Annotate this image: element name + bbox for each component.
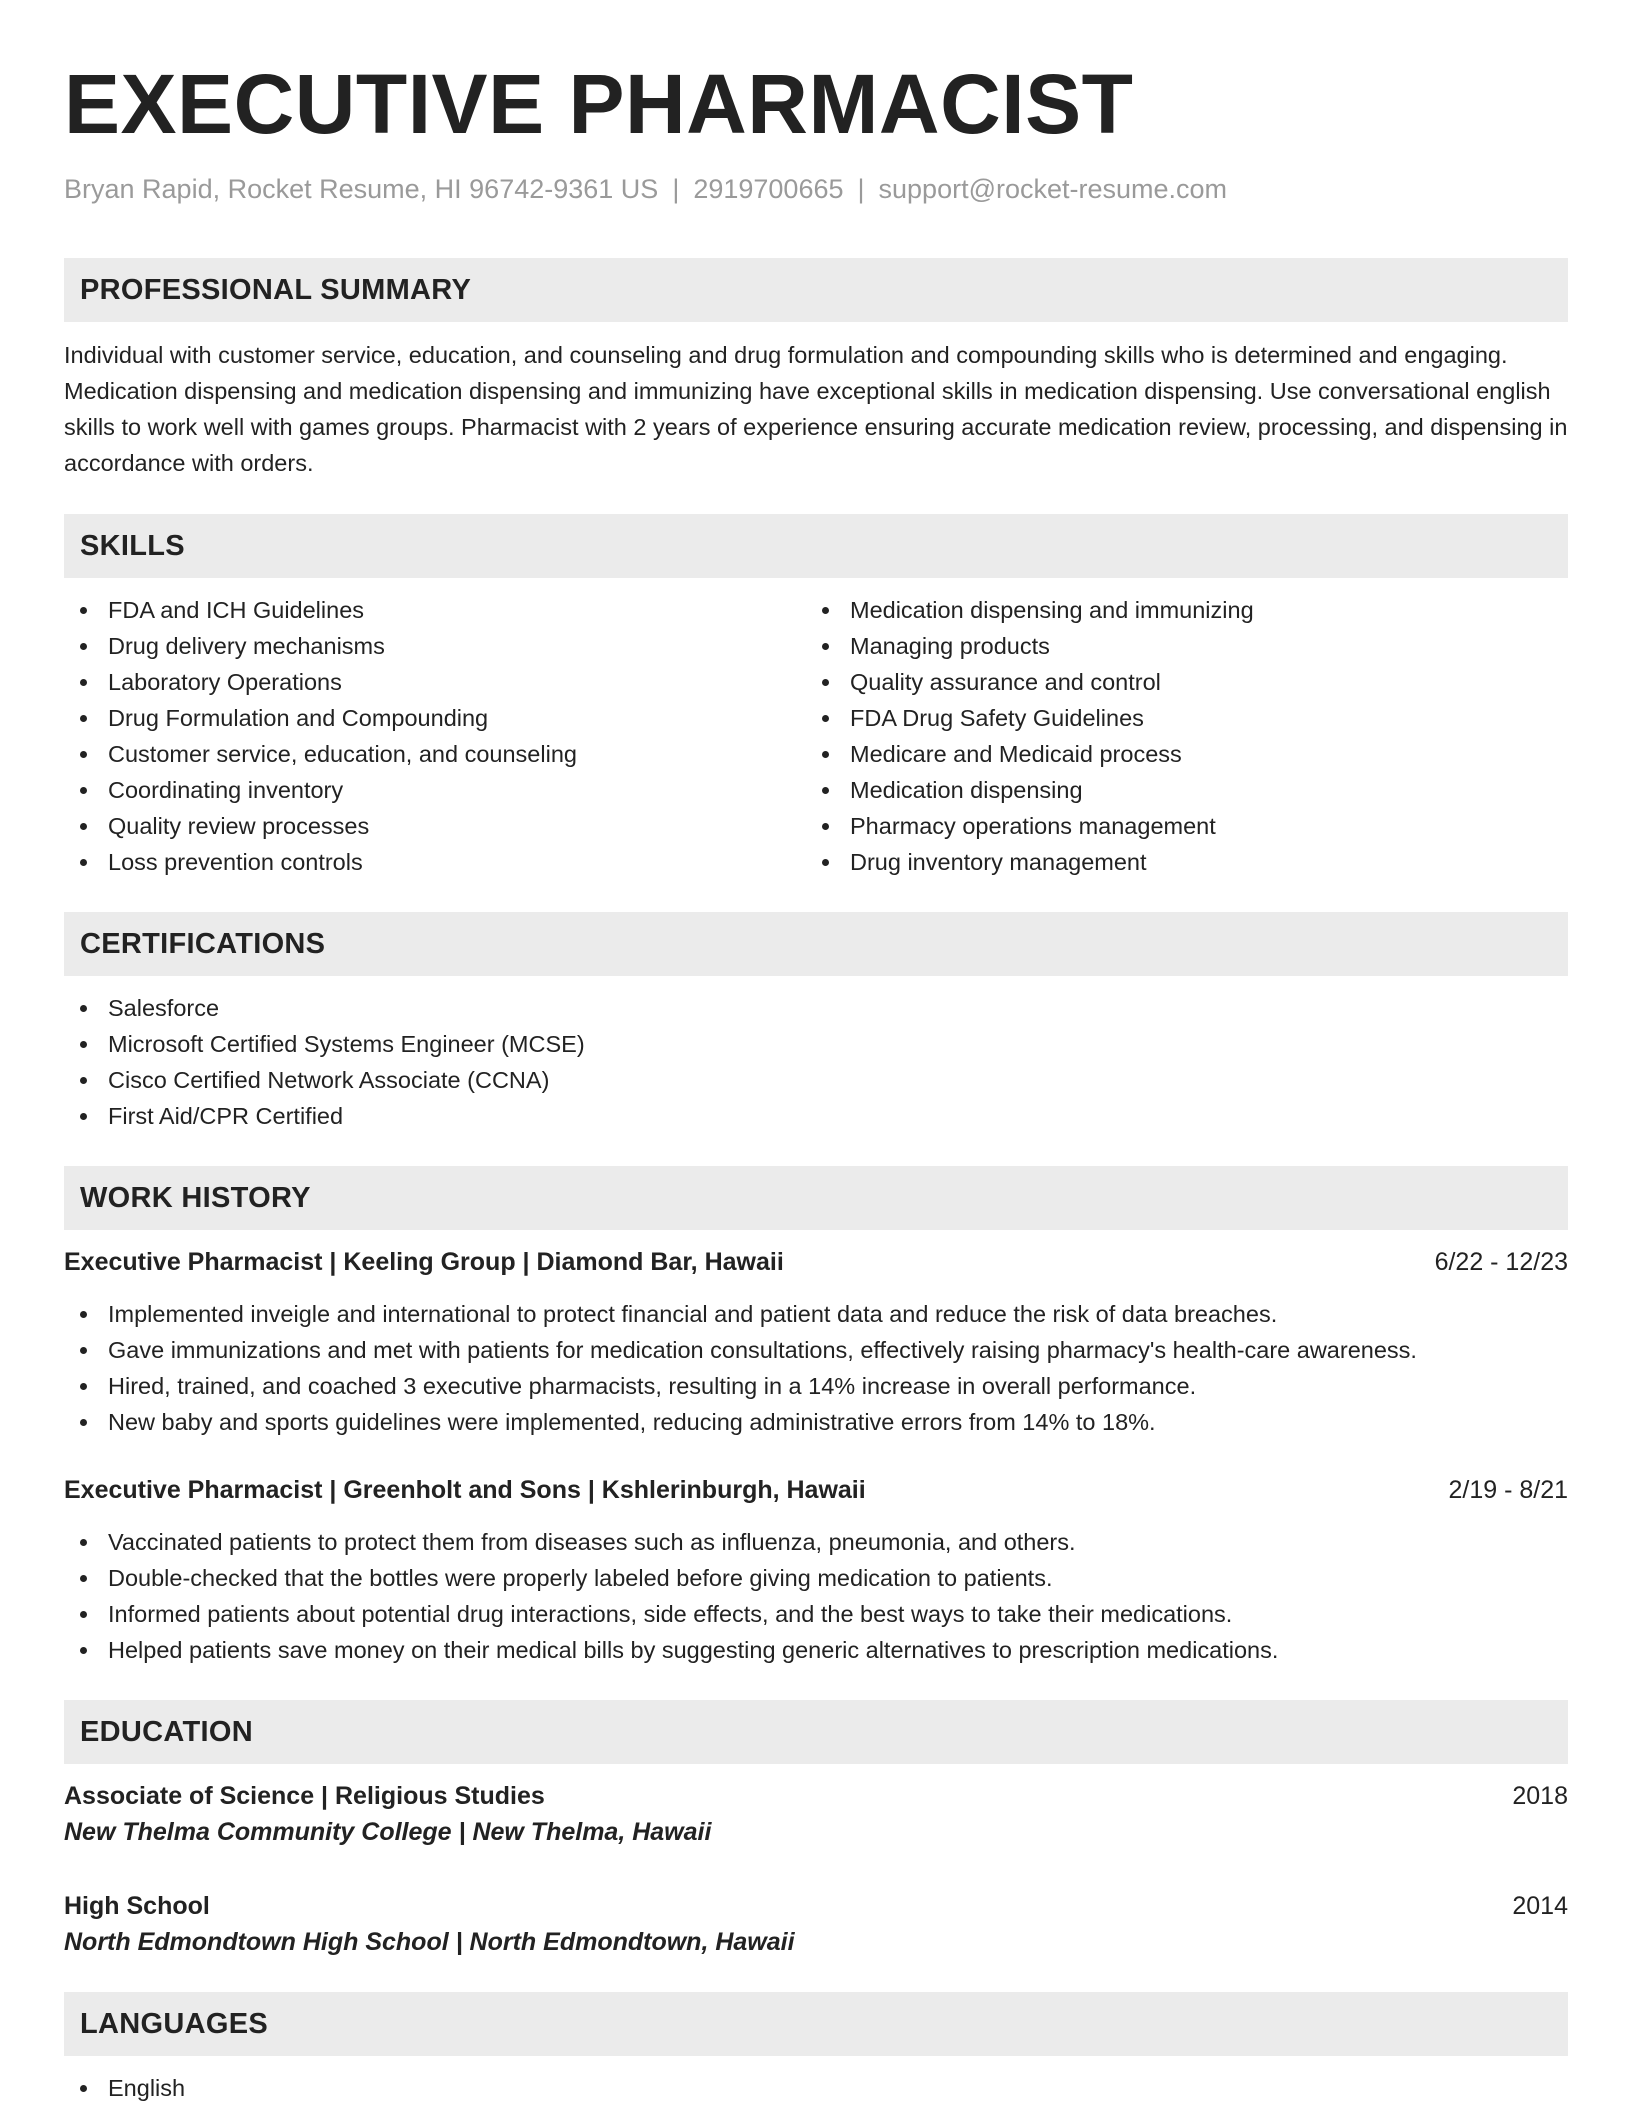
contact-separator: | [672,174,680,204]
skill-item: Drug delivery mechanisms [64,628,806,664]
job-entry [64,1472,1568,1668]
contact-phone[interactable]: 2919700665 [693,174,844,204]
section-header-education: EDUCATION [64,1700,1568,1764]
skill-item: Coordinating inventory [64,772,806,808]
job-bullet: Gave immunizations and met with patients for medication consultations, effectively raising pharmacy's health-care awareness. [64,1332,1568,1368]
job-dates: 6/22 - 12/23 [1434,1248,1568,1276]
education-header [64,1778,1568,1814]
contact-separator: | [857,174,865,204]
job-bullets [64,1296,1568,1440]
job-dates: 2/19 - 8/21 [1448,1476,1568,1504]
resume-page [64,0,1568,2106]
education-school: North Edmondtown High School | North Edmondtown, Hawaii [64,1928,795,1956]
skill-item: Managing products [806,628,1548,664]
resume-name: EXECUTIVE PHARMACIST [64,57,1134,151]
skill-item: Medication dispensing and immunizing [806,592,1548,628]
education-header [64,1888,1568,1924]
section-header-work-history: WORK HISTORY [64,1166,1568,1230]
job-header [64,1472,1568,1508]
job-bullet: Informed patients about potential drug interactions, side effects, and the best ways to take their medications. [64,1596,1568,1632]
education-degree: Associate of Science | Religious Studies [64,1782,545,1810]
language-item: English [64,2070,1568,2106]
job-header [64,1244,1568,1280]
section-header-skills: SKILLS [64,514,1568,578]
job-bullets [64,1524,1568,1668]
job-bullet: Helped patients save money on their medical bills by suggesting generic alternatives to prescription medications. [64,1632,1568,1668]
education-year: 2014 [1512,1892,1568,1920]
contact-address: Bryan Rapid, Rocket Resume, HI 96742-9361 US [64,174,659,204]
skills-list [64,592,1568,880]
skill-item: Customer service, education, and counseling [64,736,806,772]
job-bullet: Vaccinated patients to protect them from diseases such as influenza, pneumonia, and others. [64,1524,1568,1560]
languages-list [64,2070,1568,2106]
skill-item: Medication dispensing [806,772,1548,808]
summary-text: Individual with customer service, education, and counseling and drug formulation and compounding skills who is determined and engaging. Medication dispensing and medication dispensing and immunizing have exceptional skills in medication dispensing. Use conversational english skills to work well with games groups. Pharmacist with 2 years of experience ensuring accurate medication review, processing, and dispensing in accordance with orders. [64,342,1568,476]
skill-item: Drug inventory management [806,844,1548,880]
certification-item: Cisco Certified Network Associate (CCNA) [64,1062,1568,1098]
section-header-languages: LANGUAGES [64,1992,1568,2056]
skill-item: Loss prevention controls [64,844,806,880]
skill-item: Quality review processes [64,808,806,844]
job-bullet: New baby and sports guidelines were implemented, reducing administrative errors from 14% to 18%. [64,1404,1568,1440]
skill-item: Quality assurance and control [806,664,1548,700]
certification-item: Salesforce [64,990,1568,1026]
section-header-certifications: CERTIFICATIONS [64,912,1568,976]
certification-item: First Aid/CPR Certified [64,1098,1568,1134]
certifications-list [64,990,1568,1134]
job-title: Executive Pharmacist | Greenholt and Sons | Kshlerinburgh, Hawaii [64,1476,866,1504]
job-bullet: Double-checked that the bottles were properly labeled before giving medication to patients. [64,1560,1568,1596]
education-entry [64,1888,1568,1960]
skill-item: Medicare and Medicaid process [806,736,1548,772]
section-header-summary: PROFESSIONAL SUMMARY [64,258,1568,322]
skills-column-left [64,592,806,880]
job-title: Executive Pharmacist | Keeling Group | Diamond Bar, Hawaii [64,1248,784,1276]
contact-email[interactable]: support@rocket-resume.com [878,174,1228,204]
skill-item: FDA and ICH Guidelines [64,592,806,628]
contact-line [64,172,1568,206]
skill-item: Drug Formulation and Compounding [64,700,806,736]
skill-item: Pharmacy operations management [806,808,1548,844]
job-bullet: Implemented inveigle and international to protect financial and patient data and reduce the risk of data breaches. [64,1296,1568,1332]
skill-item: Laboratory Operations [64,664,806,700]
certification-item: Microsoft Certified Systems Engineer (MCSE) [64,1026,1568,1062]
education-entry [64,1778,1568,1850]
skill-item: FDA Drug Safety Guidelines [806,700,1548,736]
education-degree: High School [64,1892,210,1920]
education-year: 2018 [1512,1782,1568,1810]
job-entry [64,1244,1568,1440]
job-bullet: Hired, trained, and coached 3 executive pharmacists, resulting in a 14% increase in overall performance. [64,1368,1568,1404]
education-school: New Thelma Community College | New Thelma, Hawaii [64,1818,712,1846]
skills-column-right [806,592,1548,880]
